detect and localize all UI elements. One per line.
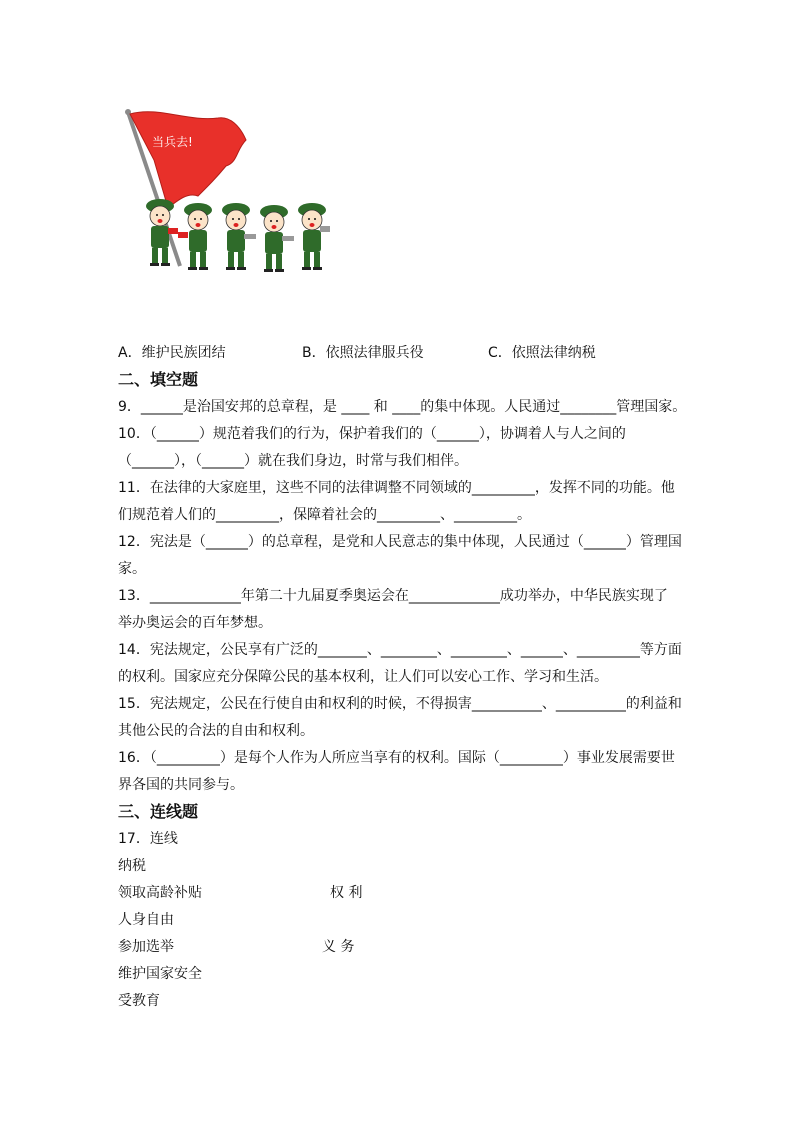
- match-left-item: 人身自由: [118, 912, 174, 928]
- soldiers-flag-illustration: [118, 104, 358, 276]
- section-matching-title: 三、连线题: [118, 802, 199, 821]
- soldier-2: [178, 203, 212, 270]
- red-flag: [130, 112, 246, 208]
- soldier-4: [260, 205, 294, 272]
- option-a: A．维护民族团结: [118, 345, 226, 361]
- section-fill-blank-title: 二、填空题: [118, 370, 199, 389]
- question-11-line-1: 11．在法律的大家庭里，这些不同的法律调整不同领域的_________，发挥不同的功能。他: [118, 480, 675, 496]
- question-16-line-1: 16．（_________）是每个人作为人所应当享有的权利。国际（_________）事业发展需要世: [118, 750, 675, 766]
- match-left-item: 领取高龄补贴: [118, 885, 202, 901]
- question-14-line-2: 的权利。国家应充分保障公民的基本权利，让人们可以安心工作、学习和生活。: [118, 669, 608, 685]
- soldier-3: [222, 203, 256, 270]
- question-13-line-2: 举办奥运会的百年梦想。: [118, 615, 272, 631]
- question-14-line-1: 14．宪法规定，公民享有广泛的_______、________、________、______、_________等方面: [118, 642, 682, 658]
- match-right-item-duties: 义 务: [322, 939, 355, 955]
- match-left-item: 维护国家安全: [118, 966, 202, 982]
- question-13-line-1: 13．_____________年第二十九届夏季奥运会在_____________成功举办，中华民族实现了: [118, 588, 668, 604]
- question-9: 9．______是治国安邦的总章程，是 ____ 和 ____的集中体现。人民通过________管理国家。: [118, 399, 687, 415]
- question-11-line-2: 们规范着人们的_________，保障着社会的_________、_________。: [118, 507, 531, 523]
- match-left-item: 参加选举: [118, 939, 174, 955]
- question-10-line-2: （______），（______）就在我们身边，时常与我们相伴。: [118, 453, 468, 469]
- match-left-item: 受教育: [118, 993, 160, 1009]
- question-16-line-2: 界各国的共同参与。: [118, 777, 244, 793]
- soldier-5: [298, 203, 330, 270]
- option-b: B．依照法律服兵役: [302, 345, 424, 361]
- match-right-item-rights: 权 利: [330, 885, 363, 901]
- question-12-line-2: 家。: [118, 561, 146, 577]
- question-12-line-1: 12．宪法是（______）的总章程，是党和人民意志的集中体现，人民通过（______）管理国: [118, 534, 682, 550]
- soldier-1: [146, 199, 178, 266]
- question-15-line-2: 其他公民的合法的自由和权利。: [118, 723, 314, 739]
- question-17-label: 17．连线: [118, 831, 178, 847]
- flag-text: 当兵去!: [152, 135, 193, 149]
- option-c: C．依照法律纳税: [488, 345, 596, 361]
- match-left-item: 纳税: [118, 858, 146, 874]
- question-15-line-1: 15．宪法规定，公民在行使自由和权利的时候，不得损害__________、__________的利益和: [118, 696, 682, 712]
- question-10-line-1: 10．（______）规范着我们的行为，保护着我们的（______），协调着人与人之间的: [118, 426, 626, 442]
